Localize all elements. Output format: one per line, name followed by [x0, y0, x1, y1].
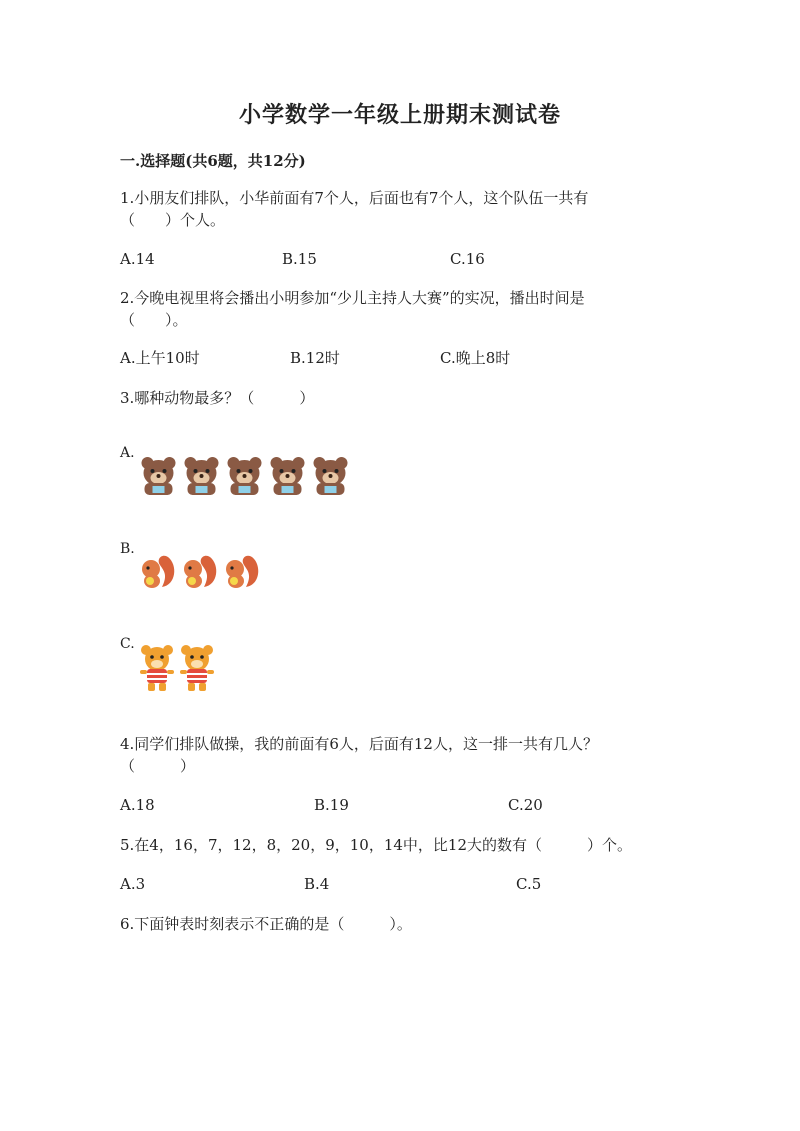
question-4-text-cont: （ ）	[120, 757, 196, 775]
question-2-option-c[interactable]: C.晚上8时	[440, 349, 511, 367]
question-2-text: 2.今晚电视里将会播出小明参加“少儿主持人大赛”的实况，播出时间是	[120, 289, 585, 307]
question-3-text: 3.哪种动物最多？（ ）	[120, 389, 315, 407]
question-1-option-c[interactable]: C.16	[450, 250, 485, 268]
bear-icon	[224, 455, 265, 497]
page-title: 小学数学一年级上册期末测试卷	[238, 102, 561, 128]
question-2-option-a[interactable]: A.上午10时	[120, 349, 200, 367]
question-4-text: 4.同学们排队做操，我的前面有6人，后面有12人，这一排一共有几人？	[120, 735, 598, 753]
squirrel-icon	[222, 553, 262, 589]
question-5-text: 5.在4，16，7，12，8，20，9，10，14中，比12大的数有（ ）个。	[120, 836, 633, 854]
question-3-option-a-label[interactable]: A.	[120, 445, 135, 461]
question-4-option-b[interactable]: B.19	[314, 796, 349, 814]
bear-icon	[267, 455, 308, 497]
bear-icon	[181, 455, 222, 497]
bear-icon	[138, 455, 179, 497]
question-6-text: 6.下面钟表时刻表示不正确的是（ ）。	[120, 915, 412, 933]
squirrel-icon	[138, 553, 178, 589]
question-2-option-b[interactable]: B.12时	[290, 349, 340, 367]
question-1-text: 1.小朋友们排队，小华前面有7个人，后面也有7个人，这个队伍一共有	[120, 189, 589, 207]
tiger-cub-icon	[178, 643, 216, 693]
question-2-text-cont: （ ）。	[120, 311, 188, 329]
question-4-option-a[interactable]: A.18	[120, 796, 155, 814]
bear-icon	[310, 455, 351, 497]
question-1-option-b[interactable]: B.15	[282, 250, 317, 268]
question-3-option-b-pictures[interactable]	[138, 553, 262, 589]
question-5-option-a[interactable]: A.3	[120, 875, 146, 893]
section-heading: 一.选择题(共6题，共12分)	[120, 152, 306, 170]
question-1-option-a[interactable]: A.14	[120, 250, 155, 268]
question-4-option-c[interactable]: C.20	[508, 796, 543, 814]
squirrel-icon	[180, 553, 220, 589]
question-1-text-cont: （ ）个人。	[120, 211, 226, 229]
tiger-cub-icon	[138, 643, 176, 693]
question-3-option-c-label[interactable]: C.	[120, 636, 135, 652]
question-3-option-b-label[interactable]: B.	[120, 541, 135, 557]
question-5-option-b[interactable]: B.4	[304, 875, 330, 893]
question-3-option-c-pictures[interactable]	[138, 643, 216, 693]
question-3-option-a-pictures[interactable]	[138, 455, 351, 497]
question-5-option-c[interactable]: C.5	[516, 875, 542, 893]
